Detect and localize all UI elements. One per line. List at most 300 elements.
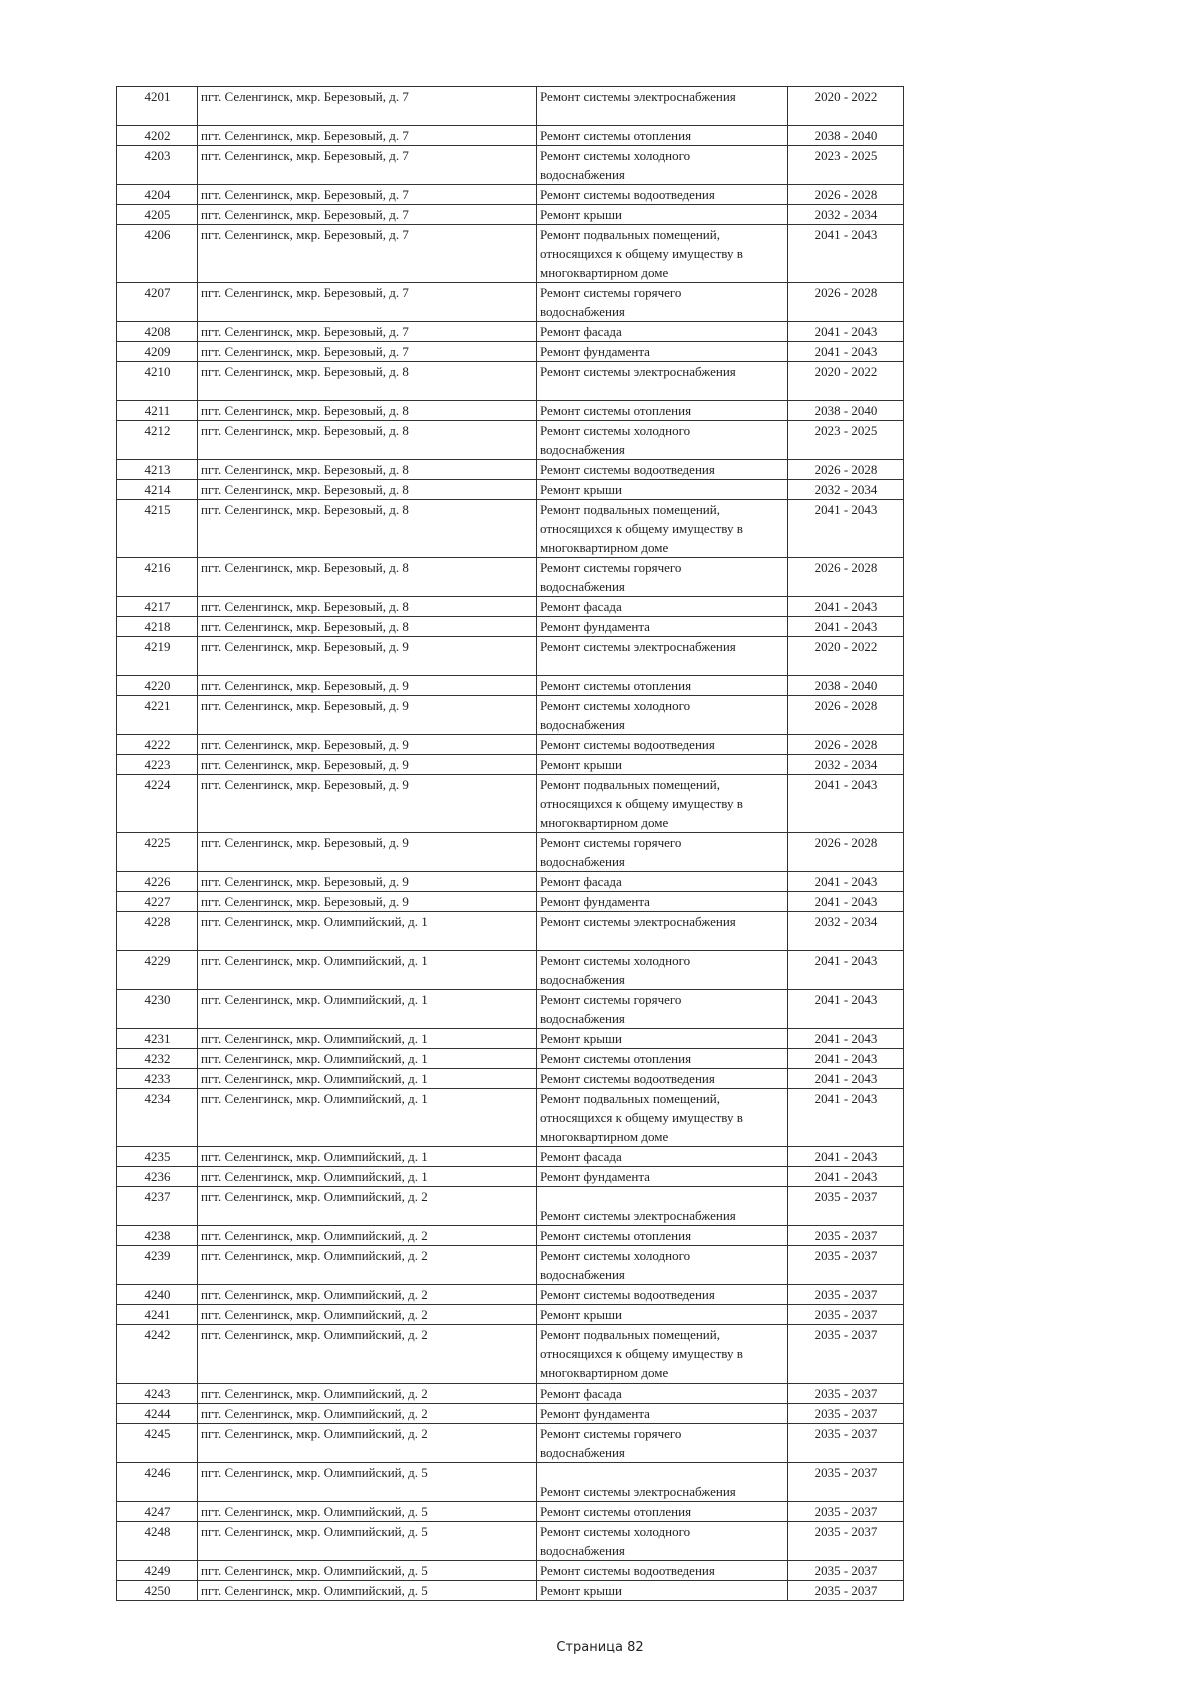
work-type-line: Ремонт системы горячего — [540, 1425, 682, 1441]
work-type-line: Ремонт фасада — [540, 1385, 622, 1401]
repair-schedule-table — [116, 86, 904, 1601]
address-cell: пгт. Селенгинск, мкр. Березовый, д. 9 — [198, 675, 537, 695]
row-number-cell: 4244 — [117, 1403, 198, 1423]
work-type-cell — [537, 1462, 788, 1501]
work-type-line: Ремонт фасада — [540, 323, 622, 339]
work-type-line: относящихся к общему имуществу в — [540, 245, 743, 261]
period-cell: 2035 - 2037 — [788, 1226, 904, 1246]
table-row — [117, 87, 904, 126]
period-cell: 2041 - 2043 — [788, 321, 904, 341]
work-type-line: Ремонт крыши — [540, 1582, 622, 1598]
period-cell: 2038 - 2040 — [788, 675, 904, 695]
work-type-cell — [537, 361, 788, 400]
address-cell: пгт. Селенгинск, мкр. Березовый, д. 8 — [198, 361, 537, 400]
work-type-cell — [537, 420, 788, 459]
address-cell: пгт. Селенгинск, мкр. Олимпийский, д. 2 — [198, 1246, 537, 1285]
work-type-line: водоснабжения — [540, 303, 625, 319]
period-cell: 2041 - 2043 — [788, 1146, 904, 1166]
table-row — [117, 596, 904, 616]
work-type-line: Ремонт крыши — [540, 1030, 622, 1046]
table-row — [117, 420, 904, 459]
period-cell: 2041 - 2043 — [788, 616, 904, 636]
table-row — [117, 989, 904, 1028]
table-row — [117, 734, 904, 754]
period-cell: 2035 - 2037 — [788, 1246, 904, 1285]
address-cell: пгт. Селенгинск, мкр. Олимпийский, д. 5 — [198, 1521, 537, 1560]
address-cell: пгт. Селенгинск, мкр. Березовый, д. 9 — [198, 832, 537, 871]
work-type-line: Ремонт системы электроснабжения — [540, 363, 736, 379]
table-row — [117, 774, 904, 832]
work-type-line: относящихся к общему имуществу в — [540, 795, 743, 811]
row-number-cell: 4242 — [117, 1325, 198, 1383]
address-cell: пгт. Селенгинск, мкр. Олимпийский, д. 2 — [198, 1186, 537, 1225]
period-cell: 2041 - 2043 — [788, 224, 904, 282]
table-row — [117, 950, 904, 989]
work-type-line: водоснабжения — [540, 971, 625, 987]
work-type-line: водоснабжения — [540, 166, 625, 182]
row-number-cell: 4243 — [117, 1383, 198, 1403]
work-type-cell — [537, 1166, 788, 1186]
address-cell: пгт. Селенгинск, мкр. Олимпийский, д. 1 — [198, 989, 537, 1028]
work-type-cell — [537, 675, 788, 695]
work-type-cell — [537, 87, 788, 126]
period-cell: 2041 - 2043 — [788, 950, 904, 989]
work-type-cell — [537, 557, 788, 596]
work-type-line: Ремонт системы отопления — [540, 1050, 692, 1066]
work-type-line: Ремонт системы электроснабжения — [540, 913, 736, 929]
period-cell: 2032 - 2034 — [788, 479, 904, 499]
table-row — [117, 499, 904, 557]
address-cell: пгт. Селенгинск, мкр. Березовый, д. 7 — [198, 224, 537, 282]
row-number-cell: 4216 — [117, 557, 198, 596]
period-cell: 2041 - 2043 — [788, 596, 904, 616]
table-row — [117, 1226, 904, 1246]
table-row — [117, 459, 904, 479]
period-cell: 2035 - 2037 — [788, 1285, 904, 1305]
row-number-cell: 4239 — [117, 1246, 198, 1285]
period-cell: 2041 - 2043 — [788, 341, 904, 361]
work-type-line: Ремонт системы холодного — [540, 952, 691, 968]
work-type-line: Ремонт крыши — [540, 756, 622, 772]
row-number-cell: 4208 — [117, 321, 198, 341]
work-type-line: Ремонт крыши — [540, 481, 622, 497]
table-row — [117, 1580, 904, 1600]
period-cell: 2035 - 2037 — [788, 1186, 904, 1225]
work-type-line: Ремонт системы электроснабжения — [540, 638, 736, 654]
work-type-line: Ремонт подвальных помещений, — [540, 501, 720, 517]
work-type-cell — [537, 1068, 788, 1088]
work-type-line: Ремонт системы холодного — [540, 1523, 691, 1539]
work-type-cell — [537, 734, 788, 754]
table-row — [117, 224, 904, 282]
row-number-cell: 4229 — [117, 950, 198, 989]
table-row — [117, 1048, 904, 1068]
table-row — [117, 1088, 904, 1146]
work-type-line: Ремонт системы электроснабжения — [540, 1483, 736, 1499]
work-type-line: водоснабжения — [540, 716, 625, 732]
work-type-line: относящихся к общему имуществу в — [540, 520, 743, 536]
row-number-cell: 4233 — [117, 1068, 198, 1088]
work-type-line: Ремонт системы водоотведения — [540, 1287, 715, 1303]
period-cell: 2035 - 2037 — [788, 1423, 904, 1462]
work-type-line: Ремонт системы водоотведения — [540, 461, 715, 477]
address-cell: пгт. Селенгинск, мкр. Олимпийский, д. 1 — [198, 1146, 537, 1166]
work-type-line: относящихся к общему имуществу в — [540, 1109, 743, 1125]
period-cell: 2041 - 2043 — [788, 871, 904, 891]
row-number-cell: 4203 — [117, 145, 198, 184]
work-type-line: многоквартирном доме — [540, 814, 669, 830]
table-row — [117, 145, 904, 184]
address-cell: пгт. Селенгинск, мкр. Олимпийский, д. 1 — [198, 911, 537, 950]
address-cell: пгт. Селенгинск, мкр. Березовый, д. 9 — [198, 891, 537, 911]
period-cell: 2035 - 2037 — [788, 1521, 904, 1560]
address-cell: пгт. Селенгинск, мкр. Олимпийский, д. 1 — [198, 1048, 537, 1068]
row-number-cell: 4226 — [117, 871, 198, 891]
period-cell: 2035 - 2037 — [788, 1580, 904, 1600]
address-cell: пгт. Селенгинск, мкр. Березовый, д. 8 — [198, 596, 537, 616]
work-type-line: Ремонт системы электроснабжения — [540, 89, 736, 104]
address-cell: пгт. Селенгинск, мкр. Олимпийский, д. 2 — [198, 1226, 537, 1246]
table-row — [117, 891, 904, 911]
period-cell: 2035 - 2037 — [788, 1383, 904, 1403]
period-cell: 2041 - 2043 — [788, 499, 904, 557]
row-number-cell: 4224 — [117, 774, 198, 832]
work-type-line: Ремонт подвальных помещений, — [540, 1327, 720, 1343]
row-number-cell: 4219 — [117, 636, 198, 675]
period-cell: 2026 - 2028 — [788, 184, 904, 204]
address-cell: пгт. Селенгинск, мкр. Березовый, д. 9 — [198, 754, 537, 774]
work-type-line: Ремонт системы водоотведения — [540, 1562, 715, 1578]
address-cell: пгт. Селенгинск, мкр. Березовый, д. 7 — [198, 87, 537, 126]
table-row — [117, 675, 904, 695]
period-cell: 2041 - 2043 — [788, 989, 904, 1028]
work-type-line: Ремонт фундамента — [540, 618, 650, 634]
period-cell: 2026 - 2028 — [788, 832, 904, 871]
row-number-cell: 4236 — [117, 1166, 198, 1186]
work-type-cell — [537, 1186, 788, 1225]
table-row — [117, 1501, 904, 1521]
address-cell: пгт. Селенгинск, мкр. Березовый, д. 9 — [198, 871, 537, 891]
address-cell: пгт. Селенгинск, мкр. Березовый, д. 8 — [198, 499, 537, 557]
period-cell: 2026 - 2028 — [788, 557, 904, 596]
table-row — [117, 282, 904, 321]
address-cell: пгт. Селенгинск, мкр. Березовый, д. 7 — [198, 204, 537, 224]
work-type-cell — [537, 321, 788, 341]
table-row — [117, 1186, 904, 1225]
work-type-line: Ремонт системы водоотведения — [540, 186, 715, 202]
row-number-cell: 4247 — [117, 1501, 198, 1521]
period-cell: 2020 - 2022 — [788, 87, 904, 126]
address-cell: пгт. Селенгинск, мкр. Березовый, д. 8 — [198, 459, 537, 479]
address-cell: пгт. Селенгинск, мкр. Олимпийский, д. 5 — [198, 1501, 537, 1521]
work-type-line: Ремонт системы водоотведения — [540, 1070, 715, 1086]
row-number-cell: 4240 — [117, 1285, 198, 1305]
row-number-cell: 4222 — [117, 734, 198, 754]
work-type-line: Ремонт крыши — [540, 1307, 622, 1323]
work-type-line: Ремонт системы холодного — [540, 1248, 691, 1264]
period-cell: 2041 - 2043 — [788, 891, 904, 911]
address-cell: пгт. Селенгинск, мкр. Березовый, д. 8 — [198, 400, 537, 420]
row-number-cell: 4218 — [117, 616, 198, 636]
address-cell: пгт. Селенгинск, мкр. Березовый, д. 8 — [198, 557, 537, 596]
period-cell: 2041 - 2043 — [788, 1028, 904, 1048]
table-row — [117, 341, 904, 361]
work-type-line: водоснабжения — [540, 441, 625, 457]
row-number-cell: 4223 — [117, 754, 198, 774]
address-cell: пгт. Селенгинск, мкр. Березовый, д. 8 — [198, 616, 537, 636]
work-type-cell — [537, 871, 788, 891]
address-cell: пгт. Селенгинск, мкр. Березовый, д. 9 — [198, 695, 537, 734]
work-type-cell — [537, 224, 788, 282]
work-type-cell — [537, 1325, 788, 1383]
period-cell: 2038 - 2040 — [788, 125, 904, 145]
row-number-cell: 4213 — [117, 459, 198, 479]
period-cell: 2026 - 2028 — [788, 734, 904, 754]
table-row — [117, 832, 904, 871]
work-type-cell — [537, 1501, 788, 1521]
table-row — [117, 1403, 904, 1423]
work-type-line: Ремонт подвальных помещений, — [540, 776, 720, 792]
table-row — [117, 1305, 904, 1325]
work-type-cell — [537, 989, 788, 1028]
row-number-cell: 4217 — [117, 596, 198, 616]
table-row — [117, 321, 904, 341]
table-row — [117, 1166, 904, 1186]
work-type-line: Ремонт системы горячего — [540, 834, 682, 850]
address-cell: пгт. Селенгинск, мкр. Олимпийский, д. 1 — [198, 1088, 537, 1146]
period-cell: 2035 - 2037 — [788, 1325, 904, 1383]
address-cell: пгт. Селенгинск, мкр. Березовый, д. 7 — [198, 282, 537, 321]
work-type-line: Ремонт системы водоотведения — [540, 736, 715, 752]
work-type-line: Ремонт системы горячего — [540, 284, 682, 300]
work-type-cell — [537, 204, 788, 224]
work-type-cell — [537, 1383, 788, 1403]
address-cell: пгт. Селенгинск, мкр. Березовый, д. 7 — [198, 321, 537, 341]
work-type-line: Ремонт системы холодного — [540, 697, 691, 713]
address-cell: пгт. Селенгинск, мкр. Олимпийский, д. 2 — [198, 1383, 537, 1403]
table-row — [117, 1325, 904, 1383]
table-row — [117, 400, 904, 420]
table-row — [117, 1068, 904, 1088]
address-cell: пгт. Селенгинск, мкр. Олимпийский, д. 5 — [198, 1580, 537, 1600]
period-cell: 2023 - 2025 — [788, 145, 904, 184]
row-number-cell: 4211 — [117, 400, 198, 420]
table-row — [117, 557, 904, 596]
row-number-cell: 4232 — [117, 1048, 198, 1068]
row-number-cell: 4221 — [117, 695, 198, 734]
work-type-cell — [537, 1560, 788, 1580]
work-type-cell — [537, 1048, 788, 1068]
work-type-line: Ремонт фасада — [540, 598, 622, 614]
address-cell: пгт. Селенгинск, мкр. Олимпийский, д. 1 — [198, 1068, 537, 1088]
address-cell: пгт. Селенгинск, мкр. Березовый, д. 9 — [198, 636, 537, 675]
work-type-line: Ремонт системы холодного — [540, 147, 691, 163]
work-type-line: многоквартирном доме — [540, 1365, 669, 1381]
period-cell: 2041 - 2043 — [788, 1068, 904, 1088]
work-type-cell — [537, 891, 788, 911]
period-cell: 2020 - 2022 — [788, 636, 904, 675]
work-type-line: водоснабжения — [540, 1444, 625, 1460]
work-type-cell — [537, 184, 788, 204]
work-type-line: Ремонт системы отопления — [540, 677, 692, 693]
work-type-cell — [537, 499, 788, 557]
address-cell: пгт. Селенгинск, мкр. Олимпийский, д. 1 — [198, 950, 537, 989]
work-type-cell — [537, 1285, 788, 1305]
address-cell: пгт. Селенгинск, мкр. Березовый, д. 7 — [198, 184, 537, 204]
row-number-cell: 4235 — [117, 1146, 198, 1166]
row-number-cell: 4237 — [117, 1186, 198, 1225]
period-cell: 2035 - 2037 — [788, 1305, 904, 1325]
work-type-line: Ремонт системы горячего — [540, 559, 682, 575]
work-type-cell — [537, 145, 788, 184]
row-number-cell: 4228 — [117, 911, 198, 950]
row-number-cell: 4231 — [117, 1028, 198, 1048]
work-type-cell — [537, 754, 788, 774]
row-number-cell: 4201 — [117, 87, 198, 126]
address-cell: пгт. Селенгинск, мкр. Березовый, д. 9 — [198, 774, 537, 832]
work-type-line: многоквартирном доме — [540, 264, 669, 280]
work-type-line: Ремонт системы отопления — [540, 127, 692, 143]
row-number-cell: 4206 — [117, 224, 198, 282]
table-row — [117, 754, 904, 774]
period-cell: 2035 - 2037 — [788, 1560, 904, 1580]
work-type-cell — [537, 1246, 788, 1285]
row-number-cell: 4225 — [117, 832, 198, 871]
work-type-cell — [537, 1305, 788, 1325]
address-cell: пгт. Селенгинск, мкр. Олимпийский, д. 5 — [198, 1560, 537, 1580]
address-cell: пгт. Селенгинск, мкр. Олимпийский, д. 1 — [198, 1166, 537, 1186]
work-type-line: водоснабжения — [540, 1542, 625, 1558]
period-cell: 2032 - 2034 — [788, 754, 904, 774]
table-row — [117, 204, 904, 224]
row-number-cell: 4202 — [117, 125, 198, 145]
work-type-line: водоснабжения — [540, 853, 625, 869]
work-type-line: Ремонт фундамента — [540, 1405, 650, 1421]
table-row — [117, 1285, 904, 1305]
table-row — [117, 1423, 904, 1462]
address-cell: пгт. Селенгинск, мкр. Березовый, д. 8 — [198, 479, 537, 499]
period-cell: 2035 - 2037 — [788, 1501, 904, 1521]
work-type-cell — [537, 479, 788, 499]
table-row — [117, 1521, 904, 1560]
work-type-cell — [537, 1226, 788, 1246]
period-cell: 2032 - 2034 — [788, 911, 904, 950]
table-row — [117, 1028, 904, 1048]
address-cell: пгт. Селенгинск, мкр. Олимпийский, д. 2 — [198, 1305, 537, 1325]
table-row — [117, 1383, 904, 1403]
work-type-cell — [537, 1521, 788, 1560]
row-number-cell: 4241 — [117, 1305, 198, 1325]
work-type-line: водоснабжения — [540, 1267, 625, 1283]
work-type-cell — [537, 1403, 788, 1423]
row-number-cell: 4204 — [117, 184, 198, 204]
work-type-line: многоквартирном доме — [540, 539, 669, 555]
table-row — [117, 184, 904, 204]
row-number-cell: 4234 — [117, 1088, 198, 1146]
work-type-line: многоквартирном доме — [540, 1128, 669, 1144]
work-type-line: Ремонт системы отопления — [540, 1503, 692, 1519]
period-cell: 2041 - 2043 — [788, 774, 904, 832]
work-type-cell — [537, 616, 788, 636]
work-type-cell — [537, 1146, 788, 1166]
work-type-line: Ремонт фундамента — [540, 1168, 650, 1184]
row-number-cell: 4210 — [117, 361, 198, 400]
address-cell: пгт. Селенгинск, мкр. Олимпийский, д. 2 — [198, 1285, 537, 1305]
work-type-cell — [537, 636, 788, 675]
period-cell: 2041 - 2043 — [788, 1166, 904, 1186]
address-cell: пгт. Селенгинск, мкр. Олимпийский, д. 2 — [198, 1403, 537, 1423]
table-row — [117, 1560, 904, 1580]
period-cell: 2026 - 2028 — [788, 695, 904, 734]
address-cell: пгт. Селенгинск, мкр. Олимпийский, д. 2 — [198, 1325, 537, 1383]
work-type-line: водоснабжения — [540, 1010, 625, 1026]
period-cell: 2020 - 2022 — [788, 361, 904, 400]
row-number-cell: 4227 — [117, 891, 198, 911]
address-cell: пгт. Селенгинск, мкр. Березовый, д. 9 — [198, 734, 537, 754]
row-number-cell: 4245 — [117, 1423, 198, 1462]
work-type-line: Ремонт системы электроснабжения — [540, 1208, 736, 1224]
work-type-line: Ремонт крыши — [540, 206, 622, 222]
period-cell: 2032 - 2034 — [788, 204, 904, 224]
work-type-line: Ремонт фасада — [540, 1148, 622, 1164]
work-type-cell — [537, 950, 788, 989]
row-number-cell: 4246 — [117, 1462, 198, 1501]
work-type-cell — [537, 341, 788, 361]
row-number-cell: 4230 — [117, 989, 198, 1028]
address-cell: пгт. Селенгинск, мкр. Березовый, д. 8 — [198, 420, 537, 459]
table-row — [117, 479, 904, 499]
table-row — [117, 911, 904, 950]
work-type-line: Ремонт фасада — [540, 873, 622, 889]
work-type-cell — [537, 400, 788, 420]
row-number-cell: 4215 — [117, 499, 198, 557]
address-cell: пгт. Селенгинск, мкр. Березовый, д. 7 — [198, 341, 537, 361]
period-cell: 2023 - 2025 — [788, 420, 904, 459]
row-number-cell: 4205 — [117, 204, 198, 224]
period-cell: 2038 - 2040 — [788, 400, 904, 420]
work-type-cell — [537, 774, 788, 832]
period-cell: 2041 - 2043 — [788, 1088, 904, 1146]
address-cell: пгт. Селенгинск, мкр. Олимпийский, д. 5 — [198, 1462, 537, 1501]
work-type-cell — [537, 125, 788, 145]
row-number-cell: 4207 — [117, 282, 198, 321]
address-cell: пгт. Селенгинск, мкр. Олимпийский, д. 1 — [198, 1028, 537, 1048]
table-row — [117, 1246, 904, 1285]
work-type-cell — [537, 1088, 788, 1146]
table-row — [117, 125, 904, 145]
table-row — [117, 361, 904, 400]
work-type-cell — [537, 1028, 788, 1048]
row-number-cell: 4250 — [117, 1580, 198, 1600]
period-cell: 2041 - 2043 — [788, 1048, 904, 1068]
work-type-line: водоснабжения — [540, 578, 625, 594]
table-body — [117, 87, 904, 1601]
row-number-cell: 4220 — [117, 675, 198, 695]
work-type-line: Ремонт подвальных помещений, — [540, 1090, 720, 1106]
table-row — [117, 695, 904, 734]
work-type-line: Ремонт системы холодного — [540, 422, 691, 438]
work-type-line: Ремонт фундамента — [540, 343, 650, 359]
period-cell: 2026 - 2028 — [788, 282, 904, 321]
work-type-line: Ремонт системы горячего — [540, 991, 682, 1007]
address-cell: пгт. Селенгинск, мкр. Березовый, д. 7 — [198, 125, 537, 145]
table-row — [117, 616, 904, 636]
work-type-cell — [537, 1580, 788, 1600]
table-row — [117, 636, 904, 675]
period-cell: 2035 - 2037 — [788, 1462, 904, 1501]
table-row — [117, 871, 904, 891]
row-number-cell: 4249 — [117, 1560, 198, 1580]
